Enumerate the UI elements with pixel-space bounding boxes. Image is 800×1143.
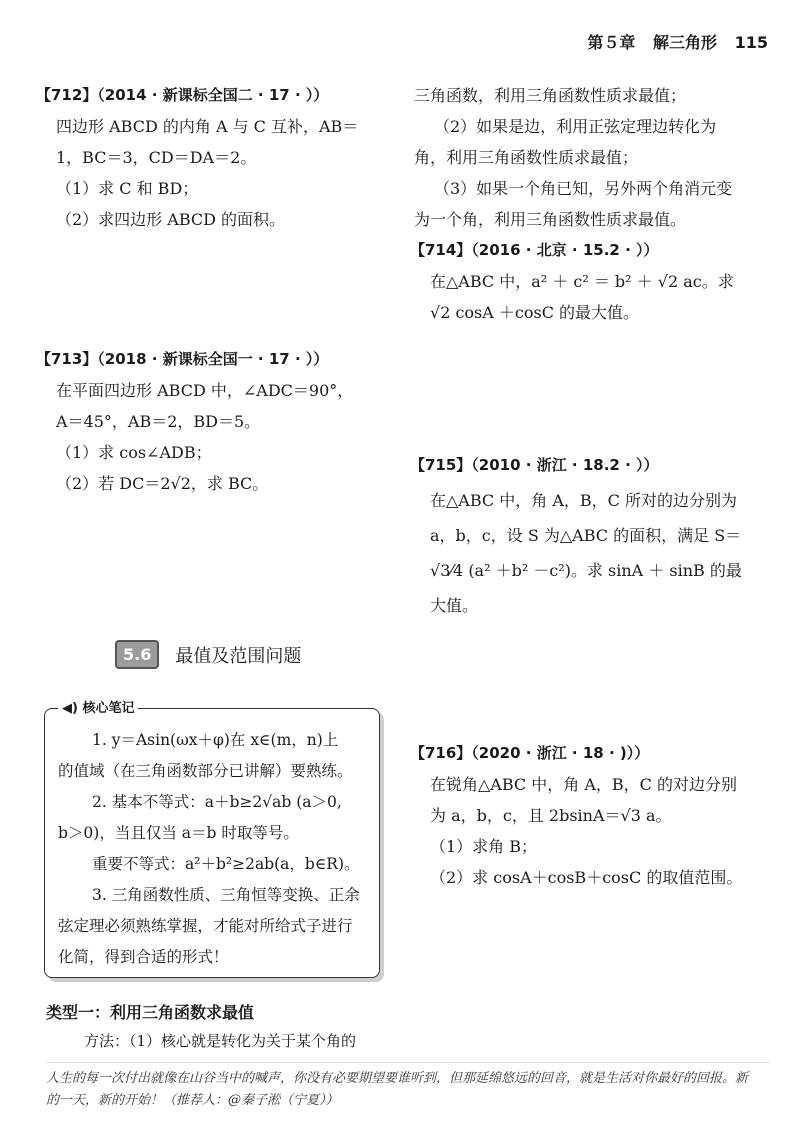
problem-713	[36, 344, 381, 499]
problem-713-head: 【713】（2018 · 新课标全国一 · 17 · ））	[36, 350, 329, 368]
problem-714-line: √2 cosA ＋cosC 的最大值。	[430, 303, 640, 322]
section-title: 最值及范围问题	[175, 645, 302, 667]
problem-712-line: 1，BC＝3，CD＝DA＝2。	[56, 148, 257, 167]
problem-715	[410, 448, 760, 623]
note-line: 重要不等式：a²＋b²≥2ab(a，b∈R)。	[92, 855, 360, 873]
problem-713-line: A＝45°，AB＝2，BD＝5。	[56, 412, 261, 431]
problem-716-line: （2）求 cosA＋cosB＋cosC 的取值范围。	[430, 868, 743, 887]
running-header	[575, 30, 768, 53]
section-heading	[115, 640, 301, 669]
problem-712-head: 【712】（2014 · 新课标全国二 · 17 · ））	[36, 86, 329, 104]
note-line: 2. 基本不等式：a＋b≥2√ab (a＞0,	[92, 793, 342, 811]
problem-712-line: （1）求 C 和 BD；	[56, 179, 199, 198]
note-line: b＞0)，当且仅当 a＝b 时取等号。	[58, 824, 299, 842]
core-note-body	[58, 725, 378, 973]
method-line: 三角函数，利用三角函数性质求最值；	[414, 86, 687, 105]
problem-716-line: （1）求角 B；	[430, 837, 538, 856]
footer-quote	[46, 1068, 770, 1112]
problem-714-head: 【714】（2016 · 北京 · 15.2 · ））	[410, 241, 659, 259]
problem-715-head: 【715】（2010 · 浙江 · 18.2 · ））	[410, 456, 659, 474]
type-one-heading: 类型一：利用三角函数求最值	[46, 1003, 255, 1022]
problem-716	[410, 738, 760, 893]
note-line: 1. y＝Asin(ωx＋φ)在 x∈(m，n)上	[92, 731, 339, 749]
method-line: 角，利用三角函数性质求最值；	[414, 148, 639, 167]
problem-713-line: （1）求 cos∠ADB；	[56, 443, 212, 462]
footer-divider	[46, 1062, 770, 1063]
problem-714	[410, 235, 760, 328]
problem-716-line: 为 a，b，c，且 2bsinA＝√3 a。	[430, 806, 672, 825]
problem-713-line: （2）若 DC＝2√2，求 BC。	[56, 474, 269, 493]
note-line: 化简，得到合适的形式！	[58, 948, 229, 966]
problem-715-line: 大值。	[430, 596, 479, 615]
note-line: 的值域（在三角函数部分已讲解）要熟练。	[58, 762, 353, 780]
page-number: 115	[734, 33, 768, 52]
problem-712-line: 四边形 ABCD 的内角 A 与 C 互补，AB＝	[56, 117, 359, 136]
core-note-label: ◀) 核心笔记	[58, 697, 138, 716]
footer-line: 人生的每一次付出就像在山谷当中的喊声，你没有必要期望要谁听到，但那延绵悠远的回音，就是生活对你最好的回报。新	[46, 1071, 749, 1086]
problem-716-line: 在锐角△ABC 中，角 A，B，C 的对边分别	[430, 775, 737, 794]
method-line: （2）如果是边，利用正弦定理边转化为	[434, 117, 717, 136]
chapter-label: 第５章	[587, 33, 636, 52]
method-line: 为一个角，利用三角函数性质求最值。	[414, 210, 687, 229]
problem-715-line: √3⁄4 (a² ＋b² －c²)。求 sinA ＋ sinB 的最	[430, 561, 742, 580]
section-number: 5.6	[115, 640, 159, 669]
problem-712	[36, 80, 381, 235]
method-continuation	[414, 80, 764, 235]
problem-716-head: 【716】（2020 · 浙江 · 18 · )））	[410, 744, 650, 762]
footer-line: 的一天，新的开始！（推荐人：@秦子淞（宁夏））	[46, 1093, 339, 1108]
note-line: 3. 三角函数性质、三角恒等变换、正余	[92, 886, 360, 904]
problem-715-line: 在△ABC 中，角 A，B，C 所对的边分别为	[430, 491, 737, 510]
note-line: 弦定理必须熟练掌握，才能对所给式子进行	[58, 917, 353, 935]
problem-712-line: （2）求四边形 ABCD 的面积。	[56, 210, 286, 229]
type-one-method: 方法：（1）核心就是转化为关于某个角的	[84, 1032, 357, 1050]
problem-715-line: a，b，c，设 S 为△ABC 的面积，满足 S＝	[430, 526, 742, 545]
problem-714-line: 在△ABC 中，a² ＋ c² ＝ b² ＋ √2 ac。求	[430, 272, 734, 291]
chapter-title: 解三角形	[653, 33, 718, 52]
method-line: （3）如果一个角已知，另外两个角消元变	[434, 179, 733, 198]
problem-713-line: 在平面四边形 ABCD 中，∠ADC＝90°，	[56, 381, 354, 400]
